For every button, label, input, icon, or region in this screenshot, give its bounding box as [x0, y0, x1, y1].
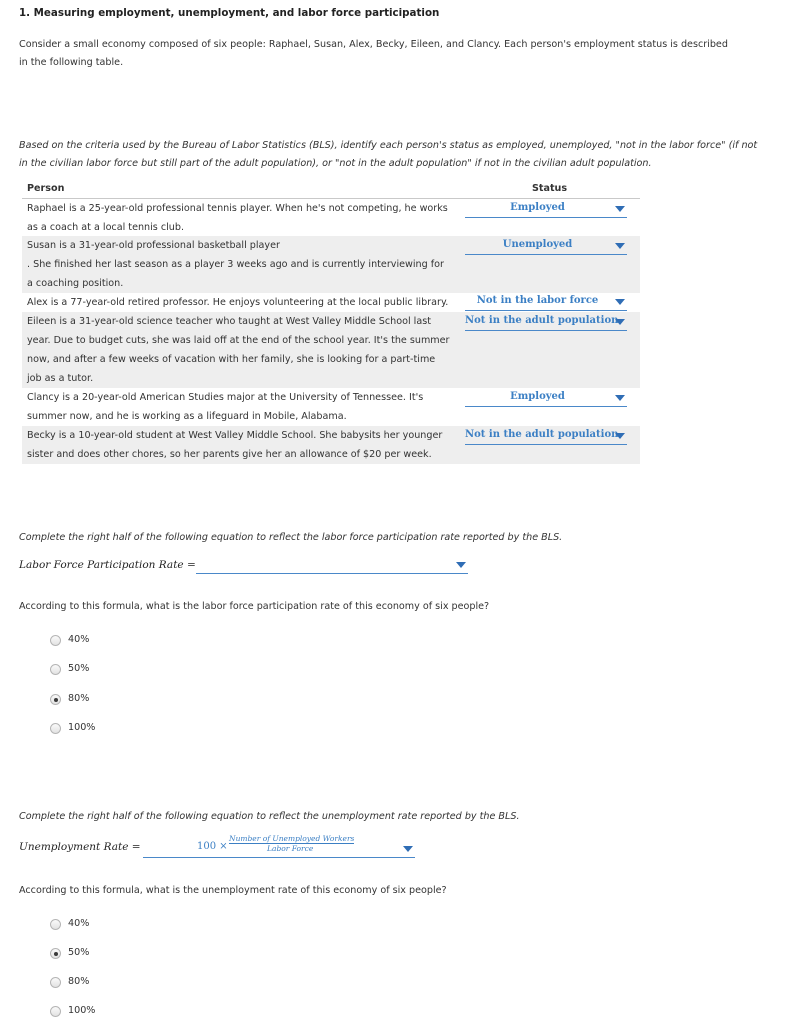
- lfpr-question: According to this formula, what is the labor force participation rate of this economy of six people?: [19, 601, 490, 612]
- chevron-down-icon: [456, 562, 466, 568]
- table-row: [22, 426, 640, 464]
- status-dropdown[interactable]: [465, 238, 627, 255]
- instructions-text: Based on the criteria used by the Bureau of Labor Statistics (BLS), identify each person's status as employed, unemployed, "not in the labor force" (if not in the civilian labor force but still part of the adult population), or "not in the adult population" if not in the civilian adult population.: [19, 140, 758, 169]
- status-dropdown[interactable]: [465, 428, 627, 445]
- ur-equation-label: Unemployment Rate =: [19, 841, 141, 853]
- status-value: Unemployed: [502, 239, 573, 250]
- chevron-down-icon: [615, 299, 625, 305]
- status-table: [22, 181, 640, 464]
- radio-button[interactable]: [50, 664, 61, 675]
- ur-denominator: Labor Force: [267, 844, 314, 853]
- option-label: 80%: [68, 976, 90, 987]
- lfpr-formula-dropdown[interactable]: [196, 557, 468, 574]
- chevron-down-icon: [403, 846, 413, 852]
- person-description: Raphael is a 25-year-old professional tennis player. When he's not competing, he works as a coach at a local tennis club.: [27, 203, 448, 233]
- table-row: [22, 199, 640, 236]
- option-label: 100%: [68, 1005, 96, 1016]
- option-label: 50%: [68, 663, 90, 674]
- person-description: Alex is a 77-year-old retired professor. He enjoys volunteering at the local public library.: [27, 297, 449, 308]
- person-description: Eileen is a 31-year-old science teacher who taught at West Valley Middle School last year. Due to budget cuts, she was laid off at the end of the school year. It's the summer now, and after a few weeks of vacation with her family, she is looking for a part-time job as a tutor.: [27, 316, 450, 384]
- radio-button[interactable]: [50, 977, 61, 988]
- status-value: Not in the labor force: [476, 295, 599, 306]
- chevron-down-icon: [615, 206, 625, 212]
- option-label: 40%: [68, 634, 90, 645]
- person-description: Clancy is a 20-year-old American Studies major at the University of Tennessee. It's summer now, and he is working as a lifeguard in Mobile, Alabama.: [27, 392, 424, 422]
- status-dropdown[interactable]: [465, 390, 627, 407]
- chevron-down-icon: [615, 395, 625, 401]
- chevron-down-icon: [615, 243, 625, 249]
- intro-text: Consider a small economy composed of six people: Raphael, Susan, Alex, Becky, Eileen, and Clancy. Each person's employment status is described in the following table.: [19, 39, 728, 68]
- ur-multiplier: 100 ×: [197, 841, 228, 852]
- option-label: 100%: [68, 722, 96, 733]
- ur-formula-dropdown[interactable]: [143, 834, 415, 858]
- table-row: [22, 312, 640, 388]
- status-dropdown[interactable]: [465, 201, 627, 218]
- ur-prompt: Complete the right half of the following equation to reflect the unemployment rate reported by the BLS.: [19, 811, 520, 822]
- radio-button[interactable]: [50, 919, 61, 930]
- status-value: Not in the adult population: [465, 429, 619, 440]
- status-value: Employed: [510, 202, 565, 213]
- ur-question: According to this formula, what is the unemployment rate of this economy of six people?: [19, 885, 447, 896]
- radio-button[interactable]: [50, 1006, 61, 1017]
- option-label: 40%: [68, 918, 90, 929]
- table-row: [22, 236, 640, 293]
- status-value: Not in the adult population: [465, 315, 619, 326]
- table-header: [22, 181, 640, 199]
- person-description: Susan is a 31-year-old professional basketball player . She finished her last season as a player 3 weeks ago and is currently interviewing for a coaching position.: [27, 240, 444, 289]
- ur-numerator: Number of Unemployed Workers: [229, 834, 355, 843]
- option-label: 80%: [68, 693, 90, 704]
- table-row: [22, 388, 640, 426]
- radio-button[interactable]: [50, 635, 61, 646]
- radio-button[interactable]: [50, 723, 61, 734]
- status-dropdown[interactable]: [465, 294, 627, 311]
- radio-button-selected[interactable]: [50, 694, 61, 705]
- header-person: Person: [27, 183, 65, 194]
- radio-button-selected[interactable]: [50, 948, 61, 959]
- person-description: Becky is a 10-year-old student at West Valley Middle School. She babysits her younger sister and does other chores, so her parents give her an allowance of $20 per week.: [27, 430, 443, 460]
- status-value: Employed: [510, 391, 565, 402]
- chevron-down-icon: [615, 319, 625, 325]
- chevron-down-icon: [615, 433, 625, 439]
- lfpr-prompt: Complete the right half of the following equation to reflect the labor force participation rate reported by the BLS.: [19, 532, 563, 543]
- status-dropdown[interactable]: [465, 314, 627, 331]
- option-label: 50%: [68, 947, 90, 958]
- header-status: Status: [532, 183, 568, 194]
- lfpr-equation-label: Labor Force Participation Rate =: [19, 559, 196, 571]
- question-title: 1. Measuring employment, unemployment, and labor force participation: [19, 7, 440, 19]
- table-row: [22, 293, 640, 312]
